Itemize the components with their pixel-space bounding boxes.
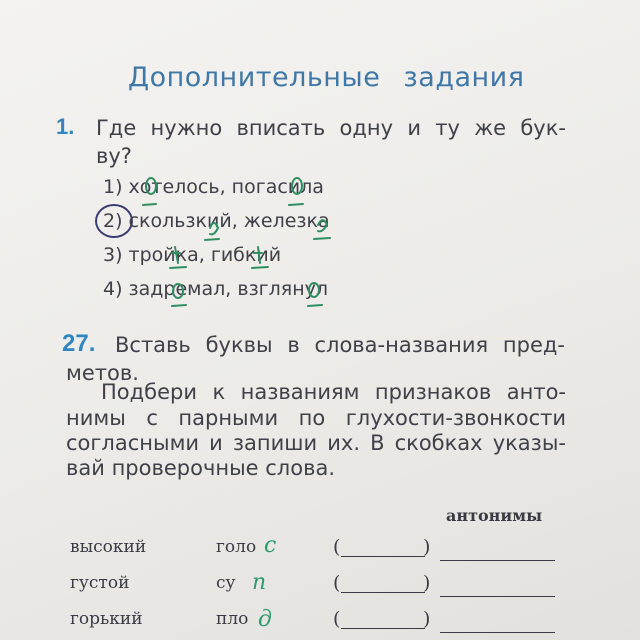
- task-1-option-3: 3) тройка, гибкий: [103, 244, 282, 266]
- task-27-line-2: метов.: [66, 361, 139, 385]
- task-27-line-4: нимы с парными по глухости-звонкости: [66, 406, 566, 430]
- pen-underline-1: [143, 204, 156, 205]
- pen-underline-6: [252, 267, 268, 268]
- task-27-line-4-wrap: [66, 404, 566, 432]
- pen-mark-y-1: [172, 247, 180, 263]
- row-1-check-word-blank[interactable]: [341, 556, 425, 557]
- pen-underline-4: [314, 238, 330, 239]
- row-1-word: голо: [216, 537, 257, 557]
- row-1-adjective: высокий: [70, 537, 147, 557]
- task-1-question-line-2: ву?: [96, 144, 132, 168]
- pen-underline-2: [289, 204, 303, 205]
- row-2-word: су: [216, 573, 236, 593]
- pen-mark-a-1: [292, 178, 302, 194]
- row-3-close-paren: ): [423, 608, 431, 630]
- row-1-close-paren: ): [423, 536, 431, 558]
- row-1-open-paren: (: [333, 536, 341, 558]
- row-2-close-paren: ): [423, 572, 431, 594]
- row-3-handwritten-letter: д: [258, 607, 272, 632]
- pen-mark-z-2: [318, 220, 327, 231]
- pen-underline-3: [205, 239, 219, 240]
- task-27-line-3: Подбери к названиям признаков анто-: [101, 380, 566, 404]
- row-3-word: пло: [216, 609, 249, 629]
- task-1-option-1: 1) хотелось, погасила: [103, 176, 324, 198]
- row-2-antonym-blank[interactable]: [440, 596, 555, 597]
- task-27-line-1: Вставь буквы в слова-названия пред-: [115, 333, 565, 357]
- row-2-open-paren: (: [333, 572, 341, 594]
- task-27-line-3-wrap: [101, 378, 566, 406]
- task-1-option-4: 4) задремал, взглянул: [103, 278, 329, 300]
- pen-mark-z-1: [210, 223, 218, 234]
- antonyms-column-header: антонимы: [446, 506, 543, 525]
- row-3-open-paren: (: [333, 608, 341, 630]
- row-2-adjective: густой: [70, 573, 130, 593]
- pen-mark-b-1: [254, 247, 262, 263]
- pen-underline-8: [308, 305, 322, 306]
- task-27-number: 27.: [62, 330, 96, 357]
- pen-mark-e-1: [173, 284, 183, 298]
- row-2-handwritten-letter: п: [252, 570, 267, 595]
- row-3-check-word-blank[interactable]: [341, 628, 425, 629]
- pen-underline-7: [172, 305, 186, 306]
- pen-underline-5: [170, 267, 186, 268]
- task-1-question-line-1: Где нужно вписать одну и ту же бук-: [96, 116, 566, 140]
- task-27-line-6: вай проверочные слова.: [66, 456, 336, 480]
- row-3-adjective: горький: [70, 609, 143, 629]
- page-title: Дополнительные задания: [128, 62, 525, 93]
- pen-mark-ya-1: [309, 283, 319, 297]
- task-27-line-5-wrap: [66, 429, 566, 457]
- task-1-number: 1.: [56, 114, 75, 139]
- row-1-handwritten-letter: с: [264, 533, 277, 558]
- task-1-option-2: 2) скользкий, железка: [103, 210, 330, 232]
- row-3-antonym-blank[interactable]: [440, 632, 555, 633]
- pen-mark-o-1: [146, 178, 156, 194]
- row-2-check-word-blank[interactable]: [341, 592, 425, 593]
- task-27-line-5: согласными и запиши их. В скобках указы-: [66, 431, 566, 455]
- row-1-antonym-blank[interactable]: [440, 560, 555, 561]
